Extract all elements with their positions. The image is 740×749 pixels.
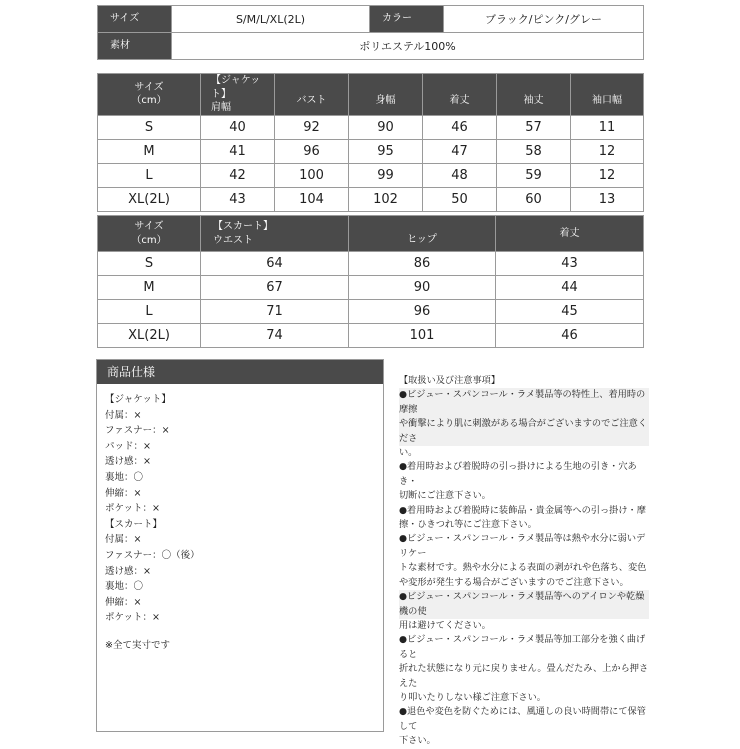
- measure-cell: 59: [497, 163, 571, 187]
- skirt-header-row: [98, 216, 644, 252]
- measure-cell: 104: [275, 187, 349, 211]
- note-line: ●ビジュー・スパンコール・ラメ製品等の特性上、着用時の摩擦: [399, 388, 649, 417]
- note-line: 折れた状態になり元に戻りません。畳んだたみ、上から押さえた: [399, 663, 649, 689]
- spec-title: 商品仕様: [97, 360, 383, 384]
- spec-line: 付属：×: [105, 534, 142, 546]
- note-line: 用は避けてください。: [399, 619, 491, 631]
- jacket-col-label: 肩幅: [211, 102, 231, 113]
- measure-cell: 42: [201, 163, 275, 187]
- skirt-col-label: ウエスト: [213, 234, 253, 246]
- measure-cell: 92: [275, 115, 349, 139]
- measure-cell: 90: [349, 115, 423, 139]
- spec-list: [97, 384, 383, 654]
- jacket-size-header-label: サイズ: [134, 81, 164, 93]
- product-spec-box: [96, 359, 384, 732]
- measure-cell: 100: [275, 163, 349, 187]
- spec-line: ファスナー：〇（後）: [105, 549, 200, 561]
- table-row: [98, 115, 644, 139]
- spec-line: 【スカート】: [105, 518, 163, 530]
- size-cell: S: [98, 115, 201, 139]
- note-line: 下さい。: [399, 735, 436, 747]
- measure-cell: 74: [201, 324, 349, 348]
- measure-cell: 46: [496, 324, 644, 348]
- jacket-col-label: 身幅: [375, 94, 396, 106]
- size-cell: XL(2L): [98, 187, 201, 211]
- note-line: ●ビジュー・スパンコール・ラメ製品等は熱や水分に弱いデリケー: [399, 533, 646, 559]
- size-cell: XL(2L): [98, 324, 201, 348]
- jacket-col-header: [275, 74, 349, 116]
- jacket-col-label: 袖口幅: [592, 94, 622, 106]
- note-line: や変形が発生する場合がございますのでご注意下さい。: [399, 576, 629, 588]
- measure-cell: 41: [201, 139, 275, 163]
- jacket-col-label: 着丈: [449, 94, 470, 106]
- spec-line: 透け感：×: [105, 456, 151, 468]
- spec-line: ポケット：×: [105, 612, 160, 624]
- material-label: 素材: [98, 33, 172, 60]
- note-line: ●着用時および着脱時に装飾品・貴金属等への引っ掛け・摩: [399, 504, 646, 516]
- notes-title: 【取扱い及び注意事項】: [399, 375, 501, 386]
- measure-cell: 40: [201, 115, 275, 139]
- jacket-unit-label: （cm）: [131, 95, 167, 107]
- measure-cell: 90: [349, 276, 496, 300]
- measure-cell: 11: [571, 115, 644, 139]
- measure-cell: 12: [571, 163, 644, 187]
- jacket-col-label: バスト: [296, 94, 327, 106]
- spec-spacer: [105, 626, 383, 638]
- measure-cell: 102: [349, 187, 423, 211]
- note-line: い。: [399, 447, 418, 459]
- size-cell: L: [98, 300, 201, 324]
- measure-cell: 43: [201, 187, 275, 211]
- spec-line: パッド：×: [105, 440, 151, 452]
- size-cell: M: [98, 139, 201, 163]
- size-cell: S: [98, 252, 201, 276]
- size-cell: L: [98, 163, 201, 187]
- jacket-col-header: [497, 74, 571, 116]
- measure-cell: 46: [423, 115, 497, 139]
- note-line: トな素材です。熱や水分による表面の剥がれや色落ち、変色: [399, 562, 647, 574]
- measure-cell: 50: [423, 187, 497, 211]
- size-cell: M: [98, 276, 201, 300]
- skirt-col-header: [349, 216, 496, 252]
- measure-cell: 48: [423, 163, 497, 187]
- note-line: や衝撃により肌に刺激がある場合がございますのでご注意くださ: [399, 417, 649, 446]
- care-notes: [399, 374, 649, 749]
- table-row: [98, 300, 644, 324]
- table-row: [98, 187, 644, 211]
- spec-line: 【ジャケット】: [105, 394, 171, 405]
- note-line: ●ビジュー・スパンコール・ラメ製品等へのアイロンや乾燥機の使: [399, 590, 649, 619]
- jacket-col-header: [423, 74, 497, 116]
- skirt-size-header-label: サイズ: [134, 221, 164, 232]
- measure-cell: 43: [496, 252, 644, 276]
- spec-line: 透け感：×: [105, 565, 151, 577]
- material-value: ポリエステル100%: [172, 33, 644, 60]
- spec-line: 付属：×: [105, 409, 142, 421]
- size-label: サイズ: [98, 6, 172, 33]
- color-label: カラー: [370, 6, 444, 33]
- product-info-table: [97, 5, 644, 60]
- skirt-size-header: [98, 216, 201, 252]
- spec-line: 裏地：〇: [105, 581, 144, 593]
- jacket-col-header: [571, 74, 644, 116]
- skirt-col-label: ヒップ: [407, 233, 437, 245]
- jacket-size-table: [97, 73, 644, 212]
- note-line: ●ビジュー・スパンコール・ラメ製品等加工部分を強く曲げると: [399, 634, 646, 660]
- jacket-col-header: [349, 74, 423, 116]
- measure-cell: 57: [497, 115, 571, 139]
- table-row: [98, 324, 644, 348]
- skirt-size-table: [97, 215, 644, 348]
- jacket-col-header: [201, 74, 275, 116]
- spec-note: ※全て実寸です: [105, 639, 170, 651]
- jacket-col-label: 袖丈: [523, 94, 544, 106]
- note-line: 擦・ひきつれ等にご注意下さい。: [399, 519, 537, 531]
- measure-cell: 12: [571, 139, 644, 163]
- note-line: 切断にご注意下さい。: [399, 490, 491, 502]
- measure-cell: 44: [496, 276, 644, 300]
- table-row: [98, 163, 644, 187]
- skirt-unit-label: （cm）: [131, 234, 167, 246]
- jacket-header-row: [98, 74, 644, 116]
- skirt-col-header: [496, 216, 644, 252]
- color-value: ブラック/ピンク/グレー: [444, 6, 644, 33]
- size-value: S/M/L/XL(2L): [172, 6, 370, 33]
- table-row: [98, 139, 644, 163]
- note-line: り叩いたりしない様ご注意下さい。: [399, 691, 546, 703]
- skirt-col-label: 着丈: [559, 227, 580, 239]
- table-row: [98, 252, 644, 276]
- measure-cell: 58: [497, 139, 571, 163]
- measure-cell: 67: [201, 276, 349, 300]
- note-line: ●着用時および着脱時の引っ掛けによる生地の引き・穴あき・: [399, 461, 637, 487]
- spec-line: ファスナー：×: [105, 425, 170, 437]
- skirt-col-header: [201, 216, 349, 252]
- spec-line: 伸縮：×: [105, 487, 142, 499]
- table-row: [98, 276, 644, 300]
- measure-cell: 71: [201, 300, 349, 324]
- spec-line: 裏地：〇: [105, 471, 144, 483]
- measure-cell: 47: [423, 139, 497, 163]
- measure-cell: 13: [571, 187, 644, 211]
- measure-cell: 95: [349, 139, 423, 163]
- measure-cell: 64: [201, 252, 349, 276]
- measure-cell: 96: [349, 300, 496, 324]
- measure-cell: 86: [349, 252, 496, 276]
- note-line: ●退色や変色を防ぐためには、風通しの良い時間帯にて保管して: [399, 706, 646, 732]
- spec-line: ポケット：×: [105, 503, 160, 515]
- skirt-group-label: 【スカート】: [213, 221, 273, 232]
- measure-cell: 60: [497, 187, 571, 211]
- measure-cell: 99: [349, 163, 423, 187]
- jacket-size-header: [98, 74, 201, 116]
- measure-cell: 45: [496, 300, 644, 324]
- jacket-group-label: 【ジャケット】: [211, 75, 261, 100]
- spec-line: 伸縮：×: [105, 596, 142, 608]
- measure-cell: 101: [349, 324, 496, 348]
- measure-cell: 96: [275, 139, 349, 163]
